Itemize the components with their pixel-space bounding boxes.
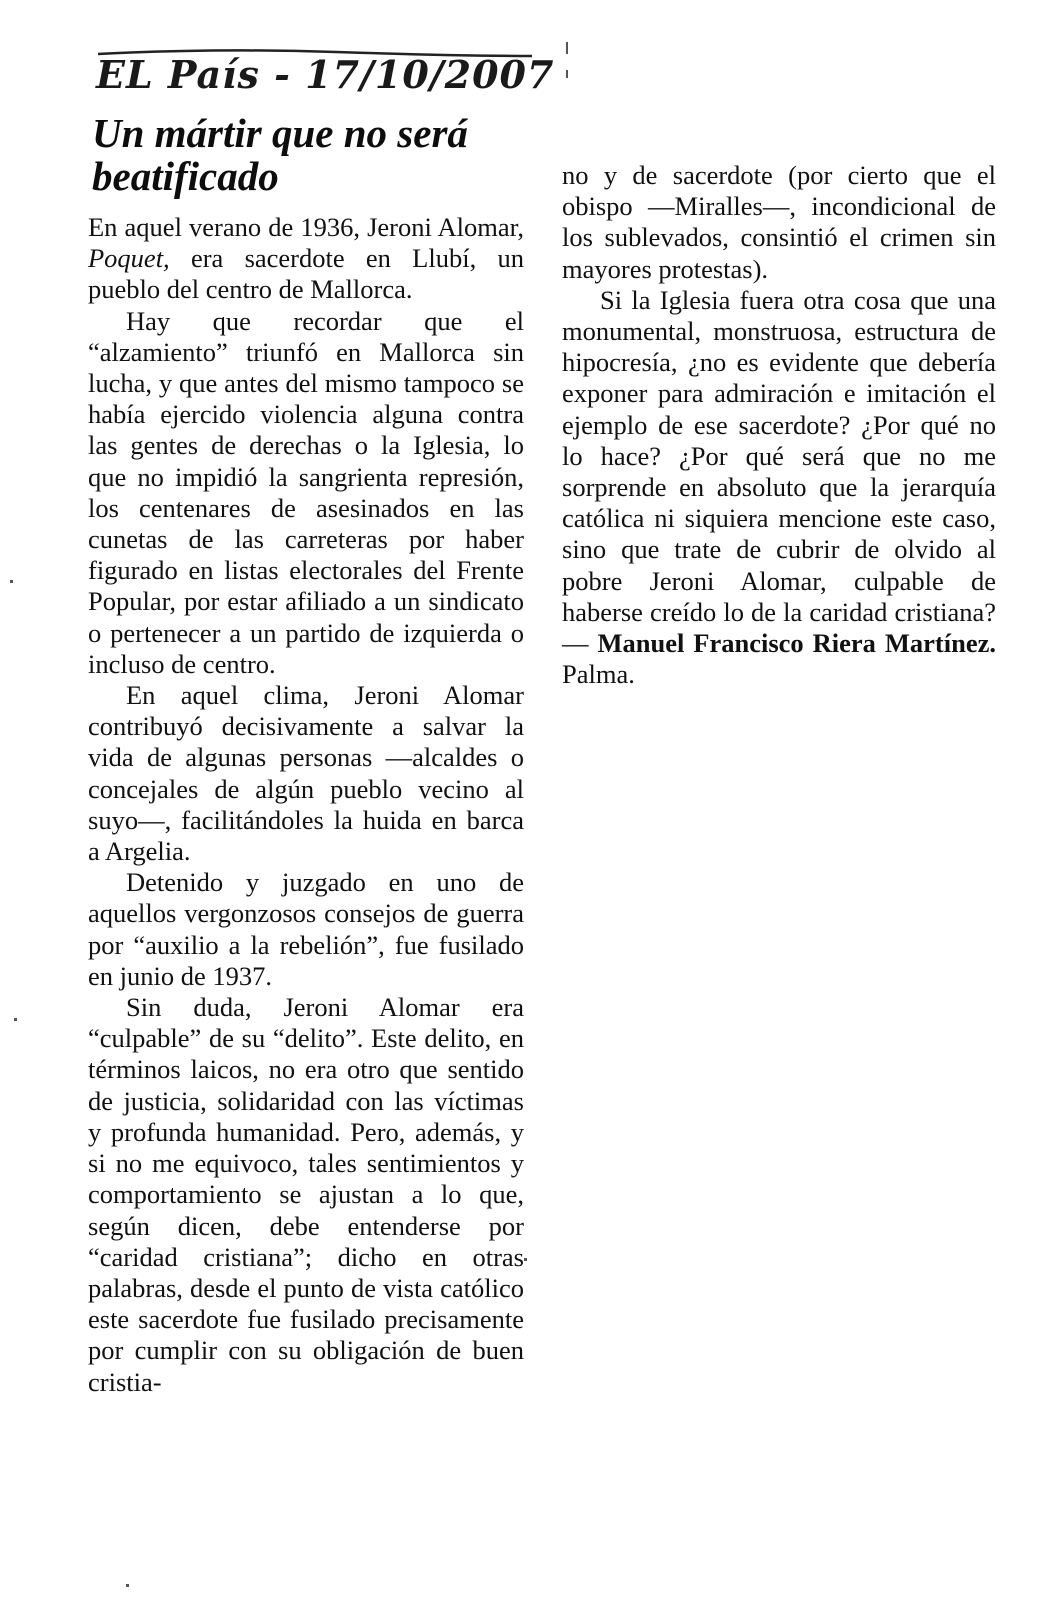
paragraph-7-text: Si la Iglesia fuera otra cosa que una monumental, monstruosa, estructura de hipocresía, ¿no es evidente que debería exponer para admiración e imitación el ejemplo de ese sacerdote? ¿Por qué no lo hace? ¿Por qué será que no me sorprende en absoluto que la jerarquía católica ni siquiera mencione este caso, sino que trate de cubrir de olvido al pobre Jeroni Alomar, culpable de haberse creído lo de la caridad cristiana?— (562, 284, 996, 659)
paragraph-6: no y de sacerdote (por cierto que el obispo —Miralles—, incondicional de los sublevados, consintió el crimen sin mayores protestas). (562, 160, 996, 284)
letter-headline: Un mártir que no será beatificado (92, 110, 468, 199)
left-column (88, 212, 524, 1398)
scan-speck (524, 1258, 527, 1261)
author-signature: Manuel Francisco Riera Martínez. (597, 628, 996, 659)
scan-speck (14, 1018, 17, 1021)
paragraph-2: Hay que recordar que el “alzamiento” triunfó en Mallorca sin lucha, y que antes del mismo tampoco se había ejercido violencia alguna contra las gentes de derechas o la Iglesia, lo que no impidió la sangrienta represión, los centenares de asesinados en las cunetas de las carreteras por haber figurado en listas electorales del Frente Popular, por estar afiliado a un sindicato o pertenecer a un partido de izquierda o incluso de centro. (88, 305, 524, 679)
paragraph-3: En aquel clima, Jeroni Alomar contribuyó decisivamente a salvar la vida de algunas personas —alcaldes o concejales de algún pueblo vecino al suyo—, facilitándoles la huida en barca a Argelia. (88, 680, 524, 867)
scan-speck (10, 580, 13, 583)
scan-speck (126, 1584, 129, 1587)
handwritten-source-note (96, 46, 555, 106)
right-column (562, 160, 996, 690)
paragraph-4: Detenido y juzgado en uno de aquellos vergonzosos consejos de guerra por “auxilio a la rebelión”, fue fusilado en junio de 1937. (88, 867, 524, 991)
author-city: Palma. (562, 659, 635, 690)
paragraph-5: Sin duda, Jeroni Alomar era “culpable” de su “delito”. Este delito, en términos laicos, no era otro que sentido de justicia, solidaridad con las víctimas y profunda humanidad. Pero, además, y si no me equivoco, tales sentimientos y comportamiento se ajustan a lo que, según dicen, debe entenderse por “caridad cristiana”; dicho en otras palabras, desde el punto de vista católico este sacerdote fue fusilado precisamente por cumplir con su obligación de buen cristia- (88, 992, 524, 1397)
scan-speck (566, 42, 568, 54)
paragraph-1-text-a: En aquel verano de 1936, Jeroni Alomar, (88, 212, 524, 242)
handwritten-text: EL País - 17/10/2007 (96, 52, 555, 97)
nickname-italic: Poquet, (88, 243, 170, 274)
paragraph-1-text-b: era sacerdote en Llubí, un pueblo del centro de Mallorca. (88, 243, 524, 305)
scan-speck (566, 70, 568, 78)
paragraph-1 (88, 212, 524, 306)
paragraph-7 (562, 285, 996, 691)
